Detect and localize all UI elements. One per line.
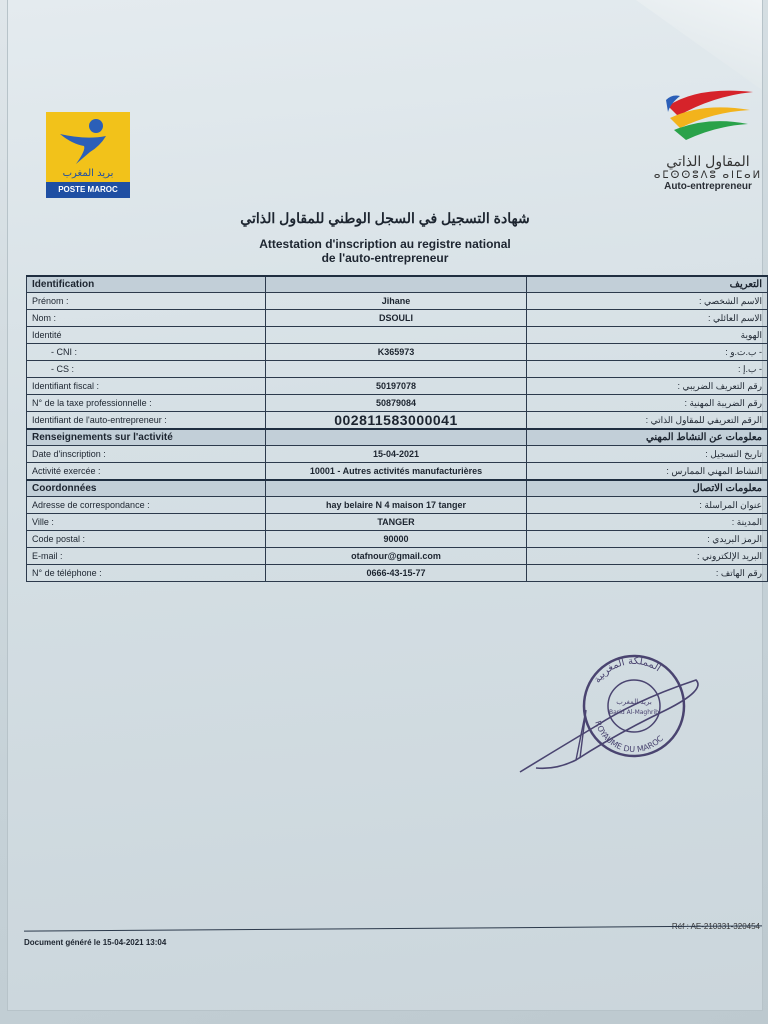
row-label-fr: - CS : bbox=[27, 361, 266, 378]
row-cni bbox=[27, 344, 768, 361]
row-value: 50197078 bbox=[266, 378, 527, 395]
row-label-ar: عنوان المراسلة : bbox=[527, 497, 768, 514]
row-label-ar: الاسم الشخصي : bbox=[527, 293, 768, 310]
row-label-ar: النشاط المهني الممارس : bbox=[527, 463, 768, 481]
row-label-fr: Date d'inscription : bbox=[27, 446, 266, 463]
stamp-outer-text: المملكة المغربية bbox=[591, 655, 663, 686]
ae-tifinagh-text: ⴰⵎⵙⵙⵓⴷⵓ ⴰⵏⵎⴰⵍ bbox=[653, 170, 763, 181]
row-value: 15-04-2021 bbox=[266, 446, 527, 463]
row-value: 0666-43-15-77 bbox=[266, 565, 527, 582]
row-value: Jihane bbox=[266, 293, 527, 310]
poste-maroc-logo bbox=[46, 112, 130, 200]
row-email bbox=[27, 548, 768, 565]
generated-date: Document généré le 15-04-2021 13:04 bbox=[24, 938, 167, 947]
section-label-fr: Coordonnées bbox=[27, 480, 266, 497]
row-date-inscription bbox=[27, 446, 768, 463]
row-label-fr: Identité bbox=[27, 327, 266, 344]
signature-stroke bbox=[520, 680, 698, 772]
row-label-fr: Adresse de correspondance : bbox=[27, 497, 266, 514]
row-label-fr: Nom : bbox=[27, 310, 266, 327]
row-label-ar: رقم الهاتف : bbox=[527, 565, 768, 582]
row-ville bbox=[27, 514, 768, 531]
stamp-inner-lat: Barid Al-Maghrib bbox=[609, 709, 659, 716]
row-label-fr: Identifiant de l'auto-entrepreneur : bbox=[27, 412, 266, 430]
row-label-ar: رقم التعريف الضريبي : bbox=[527, 378, 768, 395]
row-nom bbox=[27, 310, 768, 327]
title-french bbox=[200, 237, 570, 265]
row-adresse bbox=[27, 497, 768, 514]
row-label-fr: Ville : bbox=[27, 514, 266, 531]
page-fold bbox=[622, 0, 762, 90]
row-value: 90000 bbox=[266, 531, 527, 548]
registration-table bbox=[26, 275, 768, 582]
row-identite bbox=[27, 327, 768, 344]
section-label-fr: Identification bbox=[27, 276, 266, 293]
title-french-line1: Attestation d'inscription au registre national bbox=[259, 237, 511, 251]
row-label-ar: الرقم التعريفي للمقاول الذاتي : bbox=[527, 412, 768, 430]
row-label-ar: البريد الإلكتروني : bbox=[527, 548, 768, 565]
row-value: otafnour@gmail.com bbox=[266, 548, 527, 565]
row-label-fr: Activité exercée : bbox=[27, 463, 266, 481]
section-identification bbox=[27, 276, 768, 293]
row-taxe-professionnelle bbox=[27, 395, 768, 412]
section-label-ar: التعريف bbox=[527, 276, 768, 293]
row-label-ar: المدينة : bbox=[527, 514, 768, 531]
row-label-fr: Identifiant fiscal : bbox=[27, 378, 266, 395]
row-label-fr: N° de téléphone : bbox=[27, 565, 266, 582]
title-arabic: شهادة التسجيل في السجل الوطني للمقاول الذاتي bbox=[240, 210, 530, 226]
row-prenom bbox=[27, 293, 768, 310]
ae-ar-text: المقاول الذاتي bbox=[666, 153, 750, 169]
section-label-ar: معلومات عن النشاط المهني bbox=[527, 429, 768, 446]
section-label-ar: معلومات الاتصال bbox=[527, 480, 768, 497]
row-label-fr: Code postal : bbox=[27, 531, 266, 548]
official-stamp bbox=[516, 650, 716, 780]
row-label-ar: رقم الضريبة المهنية : bbox=[527, 395, 768, 412]
signature-stroke-2 bbox=[576, 710, 586, 760]
row-value: hay belaire N 4 maison 17 tanger bbox=[266, 497, 527, 514]
row-value bbox=[266, 327, 527, 344]
auto-entrepreneur-logo bbox=[653, 86, 763, 206]
row-label-ar: الاسم العائلي : bbox=[527, 310, 768, 327]
row-value: 50879084 bbox=[266, 395, 527, 412]
row-value bbox=[266, 361, 527, 378]
row-telephone bbox=[27, 565, 768, 582]
poste-maroc-figure-icon bbox=[46, 112, 130, 182]
reference-number: Réf : AE-210331-320454 bbox=[671, 922, 760, 931]
row-label-fr: N° de la taxe professionnelle : bbox=[27, 395, 266, 412]
row-value: TANGER bbox=[266, 514, 527, 531]
row-label-ar: الهوية bbox=[527, 327, 768, 344]
row-activite-exercee bbox=[27, 463, 768, 481]
stamp-bottom-text: ROYAUME DU MAROC bbox=[593, 719, 666, 755]
title-french-line2: de l'auto-entrepreneur bbox=[321, 251, 449, 265]
row-value: K365973 bbox=[266, 344, 527, 361]
section-activite bbox=[27, 429, 768, 446]
row-value: 002811583000041 bbox=[266, 412, 527, 430]
row-label-ar: - ب.ت.و : bbox=[527, 344, 768, 361]
row-label-fr: Prénom : bbox=[27, 293, 266, 310]
row-label-fr: - CNI : bbox=[27, 344, 266, 361]
row-identifiant-ae bbox=[27, 412, 768, 430]
row-identifiant-fiscal bbox=[27, 378, 768, 395]
stamp-inner-ar: بريد المغرب bbox=[616, 698, 652, 706]
row-value: DSOULI bbox=[266, 310, 527, 327]
auto-entrepreneur-swoosh-icon bbox=[658, 86, 758, 146]
poste-ar-text: بريد المغرب bbox=[62, 168, 114, 179]
row-label-fr: E-mail : bbox=[27, 548, 266, 565]
poste-caption: POSTE MAROC bbox=[46, 182, 130, 198]
row-label-ar: تاريخ التسجيل : bbox=[527, 446, 768, 463]
row-label-ar: الرمز البريدي : bbox=[527, 531, 768, 548]
row-cs bbox=[27, 361, 768, 378]
row-code-postal bbox=[27, 531, 768, 548]
section-label-fr: Renseignements sur l'activité bbox=[27, 429, 266, 446]
ae-latin-text: Auto-entrepreneur bbox=[664, 181, 752, 192]
section-coordonnees bbox=[27, 480, 768, 497]
row-label-ar: - ب.إ : bbox=[527, 361, 768, 378]
row-value: 10001 - Autres activités manufacturières bbox=[266, 463, 527, 481]
